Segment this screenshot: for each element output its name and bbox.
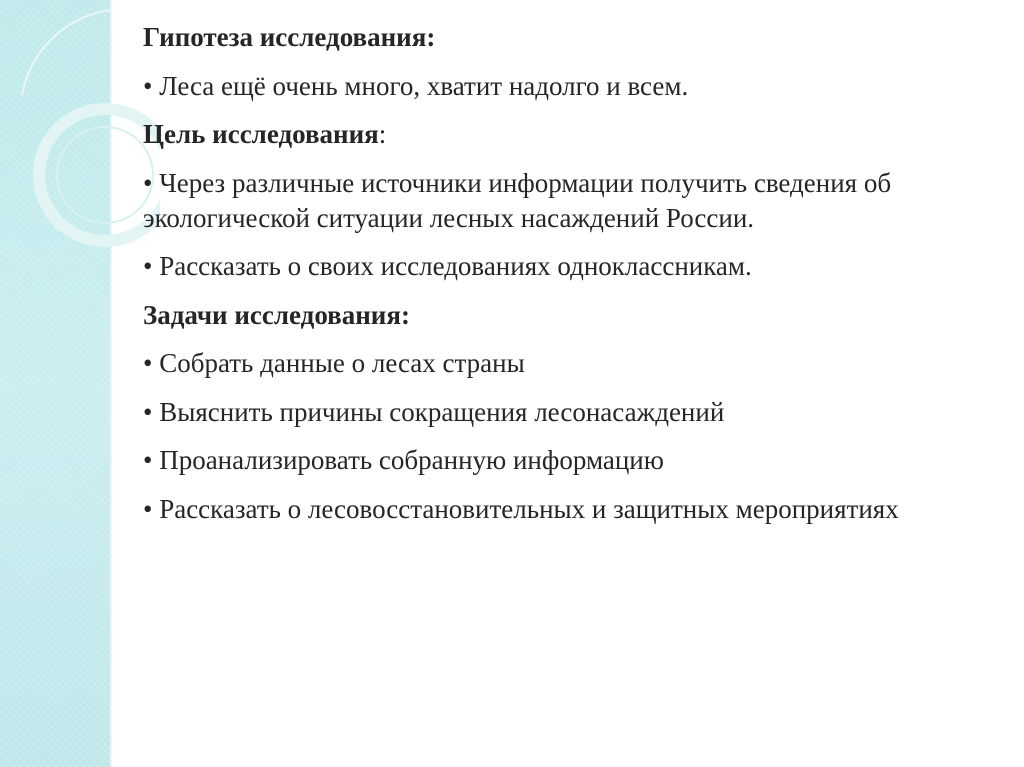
tasks-heading: Задачи исследования: [143, 299, 410, 330]
hypothesis-heading: Гипотеза исследования: [143, 22, 436, 52]
task-bullet: • Выяснить причины сокращения лесонасаждений [143, 396, 725, 427]
goal-bullet: • Рассказать о своих исследованиях одноклассникам. [143, 251, 752, 281]
goal-bullet: • Через различные источники информации получить сведения об экологической ситуации лесных насаждений России. [143, 167, 892, 233]
decorative-side-panel [0, 0, 111, 767]
goal-heading-colon: : [378, 119, 387, 149]
task-bullet: • Проанализировать собранную информацию [143, 445, 664, 475]
panel-divider [110, 0, 112, 767]
slide-content [143, 20, 1013, 540]
task-bullet: • Рассказать о лесовосстановительных и защитных мероприятиях [143, 493, 899, 524]
goal-heading: Цель исследования [143, 119, 379, 149]
task-bullet: • Собрать данные о лесах страны [143, 348, 525, 378]
goal-heading-line [143, 117, 1013, 152]
hypothesis-bullet: • Леса ещё очень много, хватит надолго и всем. [143, 70, 689, 101]
